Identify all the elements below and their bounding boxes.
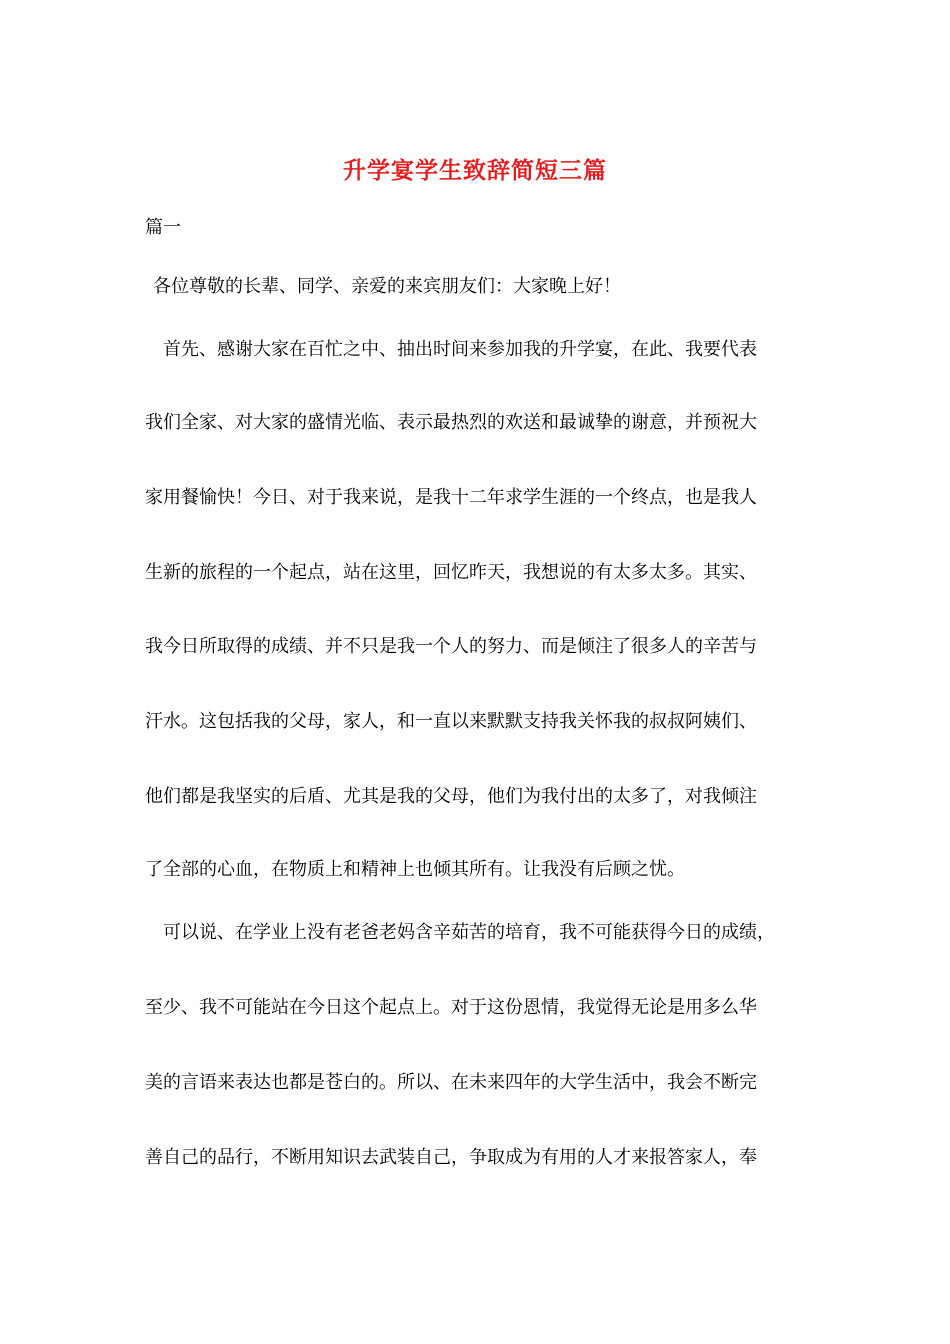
paragraph-line: 汗水。这包括我的父母，家人，和一直以来默默支持我关怀我的叔叔阿姨们、 bbox=[145, 711, 757, 732]
document-title: 升学宴学生致辞简短三篇 bbox=[343, 157, 607, 184]
paragraph-line: 首先、感谢大家在百忙之中、抽出时间来参加我的升学宴，在此、我要代表 bbox=[163, 339, 757, 360]
paragraph-line: 美的言语来表达也都是苍白的。所以、在未来四年的大学生活中，我会不断完 bbox=[145, 1072, 757, 1093]
paragraph-line: 我们全家、对大家的盛情光临、表示最热烈的欢送和最诚挚的谢意，并预祝大 bbox=[145, 412, 757, 433]
paragraph-line: 生新的旅程的一个起点，站在这里，回忆昨天，我想说的有太多太多。其实、 bbox=[145, 562, 757, 583]
paragraph-line: 善自己的品行，不断用知识去武装自己，争取成为有用的人才来报答家人，奉 bbox=[145, 1147, 757, 1168]
paragraph-line: 各位尊敬的长辈、同学、亲爱的来宾朋友们：大家晚上好！ bbox=[153, 276, 621, 297]
paragraph-line: 至少、我不可能站在今日这个起点上。对于这份恩情，我觉得无论是用多么华 bbox=[145, 997, 757, 1018]
paragraph-line: 了全部的心血，在物质上和精神上也倾其所有。让我没有后顾之忧。 bbox=[145, 859, 685, 880]
section-label: 篇一 bbox=[145, 217, 181, 238]
paragraph-line: 可以说、在学业上没有老爸老妈含辛茹苦的培育，我不可能获得今日的成绩， bbox=[163, 922, 775, 943]
paragraph-line: 家用餐愉快！今日、对于我来说，是我十二年求学生涯的一个终点，也是我人 bbox=[145, 487, 757, 508]
paragraph-line: 我今日所取得的成绩、并不只是我一个人的努力、而是倾注了很多人的辛苦与 bbox=[145, 636, 757, 657]
paragraph-line: 他们都是我坚实的后盾、尤其是我的父母，他们为我付出的太多了，对我倾注 bbox=[145, 786, 757, 807]
